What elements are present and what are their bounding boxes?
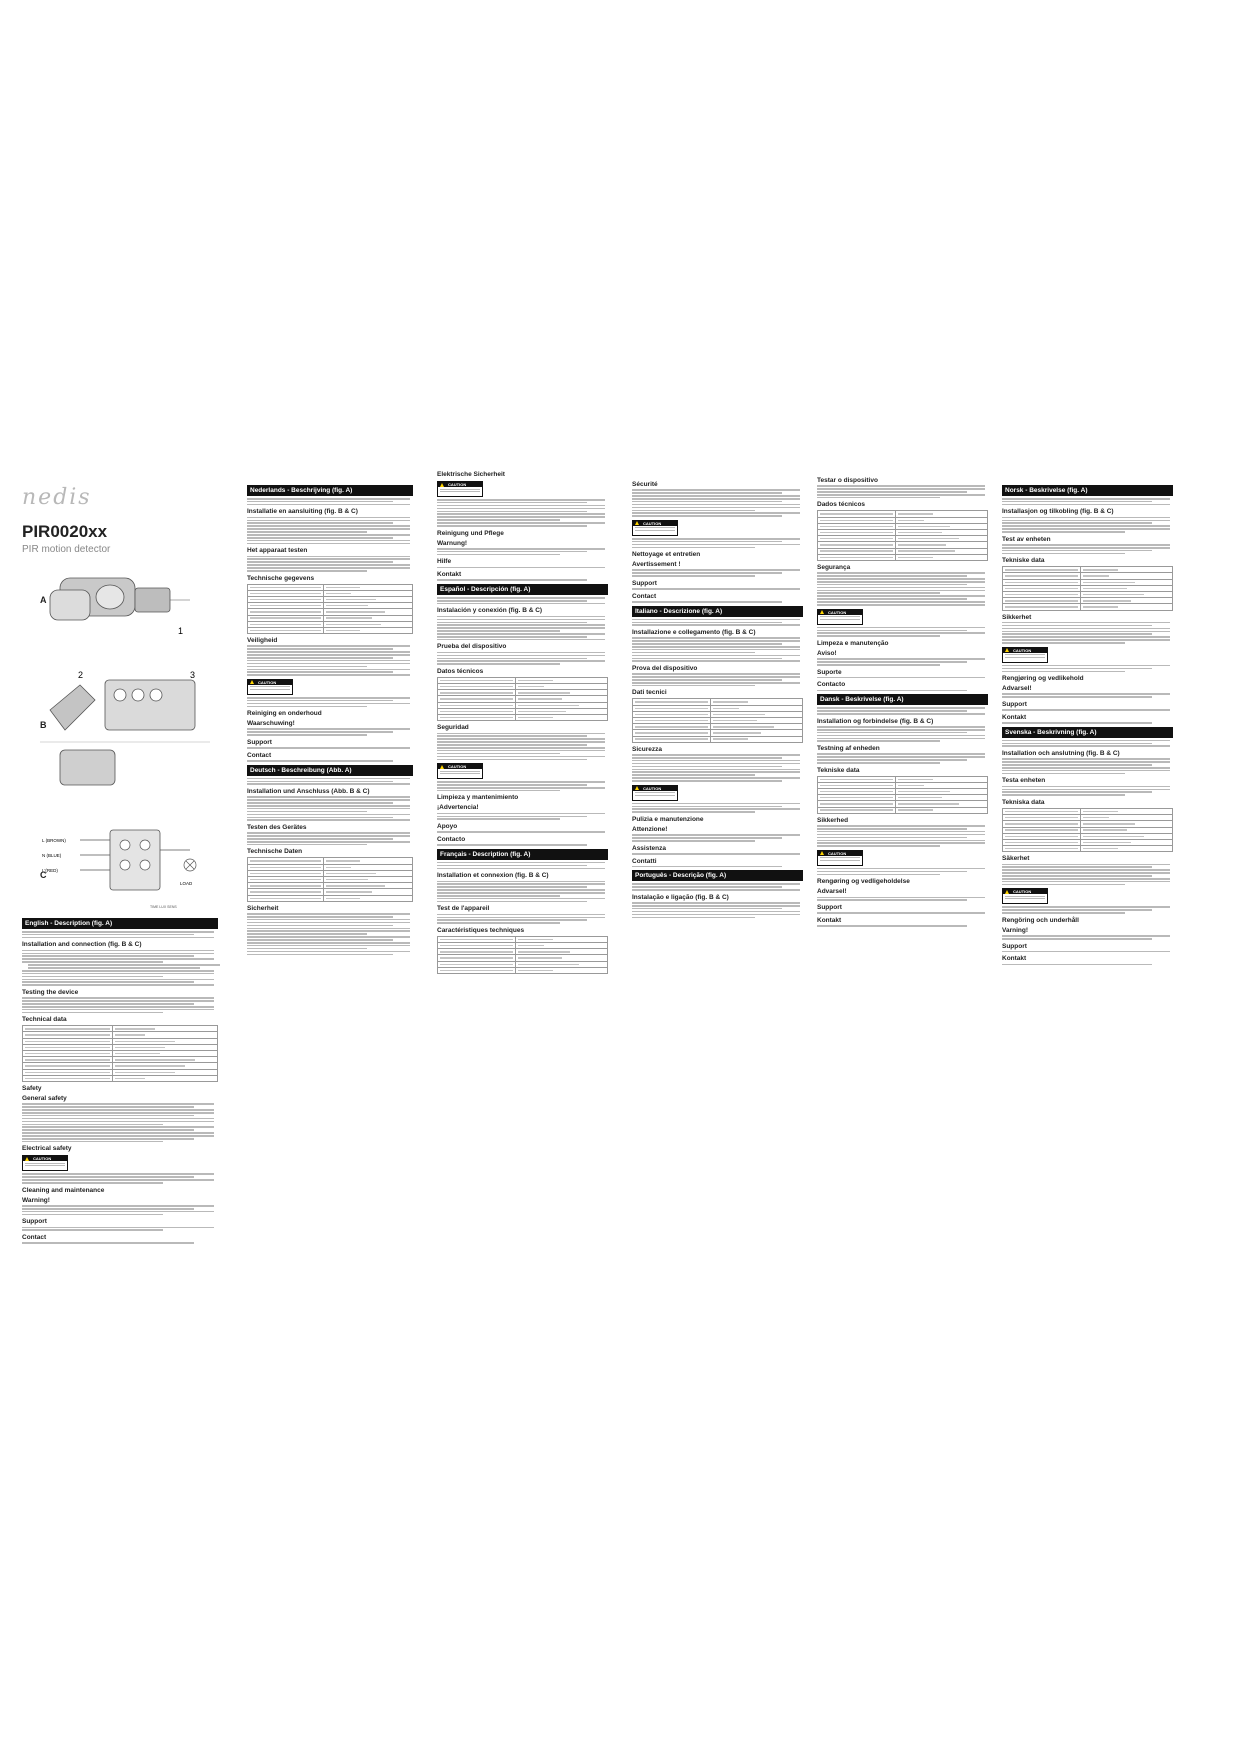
heading-support-pt: Suporte (817, 668, 842, 676)
figure-c-wiring-diagram (40, 810, 215, 910)
heading-contact-nl: Contact (247, 751, 272, 759)
heading-safety-pt: Segurança (817, 563, 851, 571)
heading-warning-pt: Aviso! (817, 649, 837, 657)
heading-install-fr: Installation et connexion (fig. B & C) (437, 872, 549, 880)
heading-install-da: Installation og forbindelse (fig. B & C) (817, 717, 934, 725)
caution-label: CAUTION (437, 763, 483, 779)
figure-label-b: B (40, 720, 47, 730)
heading-install-sv: Installation och anslutning (fig. B & C) (1002, 750, 1120, 758)
heading-support-fr: Support (632, 579, 657, 587)
tech-table-nl (247, 584, 413, 635)
heading-tech-it: Dati tecnici (632, 689, 667, 697)
heading-support-nl: Support (247, 738, 272, 746)
heading-tech-nl: Technische gegevens (247, 574, 315, 582)
heading-contact-en: Contact (22, 1234, 47, 1242)
heading-warning-fr: Avertissement ! (632, 561, 681, 569)
section-bar-portuguese: Português - Descrição (fig. A) (632, 870, 803, 881)
heading-contact-sv: Kontakt (1002, 955, 1027, 963)
heading-tech-da: Tekniske data (817, 766, 860, 774)
heading-install-en: Installation and connection (fig. B & C) (22, 941, 142, 949)
column-norwegian-swedish (1000, 482, 1175, 967)
column-german-spanish-french (435, 468, 610, 976)
heading-electrical-de: Elektrische Sicherheit (437, 471, 505, 478)
heading-support-no: Support (1002, 700, 1027, 708)
heading-clean-es: Limpieza y mantenimiento (437, 794, 519, 802)
heading-tech-de: Technische Daten (247, 848, 303, 856)
heading-test-nl: Het apparaat testen (247, 547, 308, 555)
heading-contact-de: Kontakt (437, 571, 462, 579)
heading-warning-nl: Waarschuwing! (247, 720, 295, 728)
heading-test-fr: Test de l'appareil (437, 905, 490, 913)
wire-label-brown: L (BROWN) (42, 838, 66, 843)
caution-label: CAUTION (817, 850, 863, 866)
heading-tech-no: Tekniske data (1002, 557, 1045, 565)
heading-test-de: Testen des Gerätes (247, 824, 307, 832)
section-bar-swedish: Svenska - Beskrivning (fig. A) (1002, 727, 1173, 738)
wire-label-blue: N (BLUE) (42, 853, 62, 858)
heading-tech-sv: Tekniska data (1002, 798, 1045, 806)
tech-table-pt (817, 510, 988, 561)
heading-install-it: Installazione e collegamento (fig. B & C) (632, 629, 756, 636)
knob-lux-label: LUX (159, 905, 167, 909)
heading-tech-es: Datos técnicos (437, 667, 484, 675)
heading-clean-pt: Limpeza e manutenção (817, 639, 889, 647)
heading-safety-es: Seguridad (437, 724, 469, 732)
wire-label-red: L'(RED) (42, 868, 58, 873)
heading-safety-sv: Säkerhet (1002, 855, 1030, 863)
heading-clean-da: Rengøring og vedligeholdelse (817, 878, 910, 886)
heading-safety-da: Sikkerhed (817, 816, 849, 824)
figure-label-a: A (40, 595, 47, 605)
heading-test-no: Test av enheten (1002, 535, 1051, 543)
heading-clean-de: Reinigung und Pflege (437, 529, 504, 537)
heading-contact-no: Kontakt (1002, 713, 1027, 721)
section-bar-norwegian: Norsk - Beskrivelse (fig. A) (1002, 485, 1173, 496)
heading-support-de: Hilfe (437, 558, 452, 566)
figure-number-2: 2 (78, 670, 84, 680)
heading-warning-sv: Varning! (1002, 926, 1029, 934)
figure-number-3: 3 (190, 670, 196, 680)
heading-tech-pt: Dados técnicos (817, 501, 866, 509)
caution-label: CAUTION (247, 679, 293, 695)
section-bar-english: English - Description (fig. A) (22, 918, 218, 929)
knob-time-label: TIME (150, 905, 159, 909)
heading-contact-es: Contacto (437, 835, 466, 843)
english-section (20, 915, 220, 1245)
tech-table-it (632, 698, 803, 742)
heading-warning-en: Warning! (22, 1196, 50, 1204)
knob-labels (150, 905, 177, 909)
sensor-illustration (50, 578, 190, 620)
heading-contact-pt: Contacto (817, 681, 846, 689)
heading-install-nl: Installatie en aansluiting (fig. B & C) (247, 508, 358, 516)
wire-label-load: LOAD (180, 881, 193, 886)
caution-label: CAUTION (632, 785, 678, 801)
heading-clean-nl: Reiniging en onderhoud (247, 710, 322, 718)
tech-table-da (817, 776, 988, 814)
heading-install-no: Installasjon og tilkobling (fig. B & C) (1002, 508, 1114, 516)
knob-sens-label: SENS (167, 905, 177, 909)
heading-safety-de: Sicherheit (247, 904, 279, 912)
caution-label: CAUTION (817, 609, 863, 625)
column-dutch-german (245, 482, 415, 956)
heading-tech-fr: Caractéristiques techniques (437, 926, 525, 934)
column-french-italian-portuguese (630, 478, 805, 919)
heading-test-en: Testing the device (22, 988, 79, 996)
product-subtitle: PIR motion detector (22, 544, 111, 555)
tech-table-en (22, 1025, 218, 1082)
caution-label: CAUTION (1002, 888, 1048, 904)
heading-test-pt: Testar o dispositivo (817, 477, 878, 484)
figure-number-1: 1 (178, 626, 184, 636)
heading-electrical-en: Electrical safety (22, 1145, 72, 1153)
heading-contact-it: Contatti (632, 857, 657, 865)
section-bar-danish: Dansk - Beskrivelse (fig. A) (817, 694, 988, 705)
heading-contact-fr: Contact (632, 592, 657, 600)
heading-safety-no: Sikkerhet (1002, 613, 1032, 621)
heading-support-it: Assistenza (632, 844, 666, 852)
heading-clean-fr: Nettoyage et entretien (632, 551, 701, 559)
heading-warning-da: Advarsel! (817, 888, 847, 896)
mounting-illustration (40, 680, 210, 785)
caution-label: CAUTION (437, 481, 483, 497)
caution-label: CAUTION (1002, 647, 1048, 663)
tech-table-fr (437, 936, 608, 974)
heading-test-sv: Testa enheten (1002, 777, 1046, 785)
heading-contact-da: Kontakt (817, 916, 842, 924)
heading-safety-en: Safety (22, 1084, 42, 1092)
heading-install-pt: Instalação e ligação (fig. B & C) (632, 893, 729, 901)
heading-test-es: Prueba del dispositivo (437, 643, 507, 651)
heading-test-da: Testning af enheden (817, 745, 880, 753)
heading-safety-fr: Sécurité (632, 481, 658, 488)
heading-clean-it: Pulizia e manutenzione (632, 815, 704, 823)
heading-install-es: Instalación y conexión (fig. B & C) (437, 607, 543, 615)
heading-support-sv: Support (1002, 942, 1027, 950)
heading-install-de: Installation und Anschluss (Abb. B & C) (247, 788, 370, 796)
tech-table-de (247, 857, 413, 901)
heading-test-it: Prova del dispositivo (632, 665, 698, 673)
heading-warning-de: Warnung! (437, 539, 468, 547)
section-bar-italian: Italiano - Descrizione (fig. A) (632, 606, 803, 617)
tech-table-es (437, 677, 608, 721)
tech-table-no (1002, 566, 1173, 610)
caution-label: CAUTION (632, 520, 678, 536)
heading-support-da: Support (817, 904, 842, 912)
section-bar-german: Deutsch - Beschreibung (Abb. A) (247, 765, 413, 776)
heading-safety-it: Sicurezza (632, 745, 662, 753)
section-bar-dutch: Nederlands - Beschrijving (fig. A) (247, 485, 413, 496)
heading-warning-no: Advarsel! (1002, 685, 1032, 693)
heading-clean-no: Rengjøring og vedlikehold (1002, 675, 1084, 683)
tech-table-sv (1002, 808, 1173, 852)
section-bar-french: Français - Description (fig. A) (437, 849, 608, 860)
product-model: PIR0020xx (22, 522, 108, 541)
heading-support-es: Apoyo (437, 823, 458, 831)
heading-warning-es: ¡Advertencia! (437, 804, 479, 812)
heading-safety-nl: Veiligheid (247, 637, 278, 645)
figure-label-c: C (40, 870, 47, 880)
brand-logo: nedis (22, 485, 92, 510)
heading-warning-it: Attenzione! (632, 825, 668, 833)
figure-a-b-sensor-drawings (40, 570, 215, 800)
heading-clean-sv: Rengöring och underhåll (1002, 916, 1079, 924)
heading-clean-en: Cleaning and maintenance (22, 1186, 105, 1194)
caution-label: CAUTION (22, 1155, 68, 1171)
column-portuguese-danish (815, 474, 990, 928)
heading-tech-en: Technical data (22, 1016, 67, 1024)
heading-support-en: Support (22, 1218, 47, 1226)
heading-general-safety-en: General safety (22, 1094, 67, 1102)
section-bar-spanish: Español - Descripción (fig. A) (437, 584, 608, 595)
